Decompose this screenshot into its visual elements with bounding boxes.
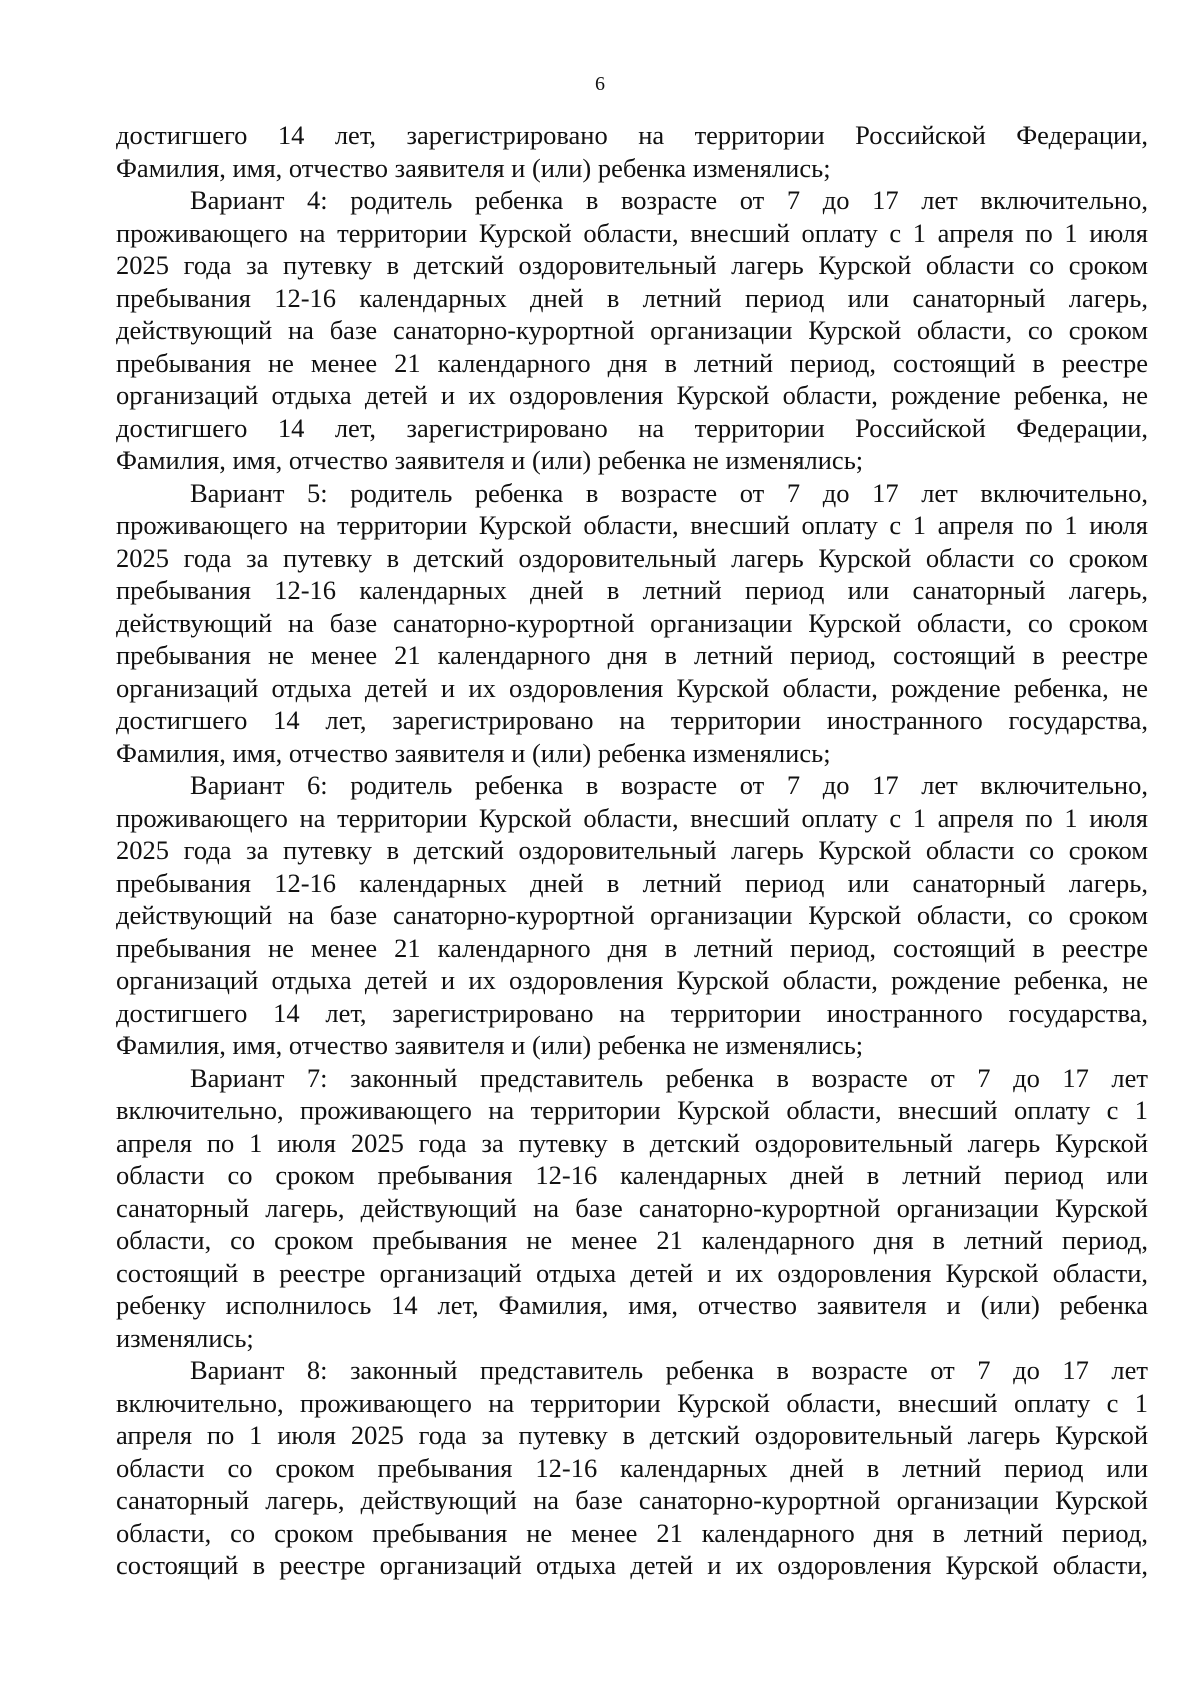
page-number: 6 bbox=[595, 73, 605, 95]
text-line: Фамилия, имя, отчество заявителя и (или) ребенка не изменялись; bbox=[116, 445, 864, 475]
text-line: апреля по 1 июля 2025 года за путевку в детский оздоровительный лагерь Курской bbox=[116, 1127, 1148, 1158]
text-line: пребывания 12-16 календарных дней в летний период или санаторный лагерь, bbox=[116, 867, 1148, 898]
text-line: достигшего 14 лет, зарегистрировано на территории иностранного государства, bbox=[116, 705, 1148, 735]
text-line: апреля по 1 июля 2025 года за путевку в детский оздоровительный лагерь Курской bbox=[116, 1420, 1148, 1450]
document-body bbox=[116, 119, 1148, 1582]
text-line: 2025 года за путевку в детский оздоровительный лагерь Курской области со сроком bbox=[116, 835, 1148, 865]
text-line: пребывания не менее 21 календарного дня в летний период, состоящий в реестре bbox=[116, 347, 1148, 378]
text-line: действующий на базе санаторно-курортной организации Курской области, со сроком bbox=[116, 315, 1148, 345]
paragraph-first-line: Вариант 5: родитель ребенка в возрасте от 7 до 17 лет включительно, bbox=[190, 477, 1148, 508]
text-line: проживающего на территории Курской области, внесший оплату с 1 апреля по 1 июля bbox=[116, 217, 1148, 248]
text-line: 2025 года за путевку в детский оздоровительный лагерь Курской области со сроком bbox=[116, 250, 1148, 280]
text-line: проживающего на территории Курской области, внесший оплату с 1 апреля по 1 июля bbox=[116, 510, 1148, 540]
text-line: пребывания не менее 21 календарного дня в летний период, состоящий в реестре bbox=[116, 640, 1148, 670]
paragraph-first-line: Вариант 4: родитель ребенка в возрасте от 7 до 17 лет включительно, bbox=[190, 185, 1148, 215]
text-line: достигшего 14 лет, зарегистрировано на территории иностранного государства, bbox=[116, 997, 1148, 1028]
text-line: проживающего на территории Курской области, внесший оплату с 1 апреля по 1 июля bbox=[116, 802, 1148, 833]
text-line: ребенку исполнилось 14 лет, Фамилия, имя, отчество заявителя и (или) ребенка bbox=[116, 1290, 1148, 1320]
text-line: организаций отдыха детей и их оздоровления Курской области, рождение ребенка, не bbox=[116, 965, 1148, 995]
text-line: санаторный лагерь, действующий на базе санаторно-курортной организации Курской bbox=[116, 1192, 1148, 1223]
text-line: области, со сроком пребывания не менее 21 календарного дня в летний период, bbox=[116, 1517, 1148, 1548]
text-line: Фамилия, имя, отчество заявителя и (или) ребенка изменялись; bbox=[116, 737, 831, 768]
text-line: включительно, проживающего на территории Курской области, внесший оплату с 1 bbox=[116, 1387, 1148, 1418]
text-line: достигшего 14 лет, зарегистрировано на территории Российской Федерации, bbox=[116, 412, 1148, 443]
text-line: пребывания 12-16 календарных дней в летний период или санаторный лагерь, bbox=[116, 282, 1148, 313]
text-line: области со сроком пребывания 12-16 календарных дней в летний период или bbox=[116, 1452, 1148, 1483]
text-line: достигшего 14 лет, зарегистрировано на территории Российской Федерации, bbox=[116, 120, 1148, 150]
text-line: области со сроком пребывания 12-16 календарных дней в летний период или bbox=[116, 1160, 1148, 1190]
text-line: организаций отдыха детей и их оздоровления Курской области, рождение ребенка, не bbox=[116, 672, 1148, 703]
text-line: действующий на базе санаторно-курортной организации Курской области, со сроком bbox=[116, 900, 1148, 930]
text-line: 2025 года за путевку в детский оздоровительный лагерь Курской области со сроком bbox=[116, 542, 1148, 573]
paragraph-first-line: Вариант 6: родитель ребенка в возрасте от 7 до 17 лет включительно, bbox=[190, 770, 1148, 800]
text-line: включительно, проживающего на территории Курской области, внесший оплату с 1 bbox=[116, 1095, 1148, 1125]
paragraph-first-line: Вариант 8: законный представитель ребенка в возрасте от 7 до 17 лет bbox=[190, 1355, 1148, 1385]
text-line: области, со сроком пребывания не менее 21 календарного дня в летний период, bbox=[116, 1225, 1148, 1255]
text-line: Фамилия, имя, отчество заявителя и (или) ребенка изменялись; bbox=[116, 152, 831, 183]
text-line: состоящий в реестре организаций отдыха детей и их оздоровления Курской области, bbox=[116, 1257, 1148, 1288]
text-line: организаций отдыха детей и их оздоровления Курской области, рождение ребенка, не bbox=[116, 380, 1148, 410]
text-line: пребывания 12-16 календарных дней в летний период или санаторный лагерь, bbox=[116, 575, 1148, 605]
text-line: Фамилия, имя, отчество заявителя и (или) ребенка не изменялись; bbox=[116, 1030, 864, 1060]
paragraph-first-line: Вариант 7: законный представитель ребенка в возрасте от 7 до 17 лет bbox=[190, 1062, 1148, 1093]
text-line: санаторный лагерь, действующий на базе санаторно-курортной организации Курской bbox=[116, 1485, 1148, 1515]
text-line: пребывания не менее 21 календарного дня в летний период, состоящий в реестре bbox=[116, 932, 1148, 963]
text-line: состоящий в реестре организаций отдыха детей и их оздоровления Курской области, bbox=[116, 1550, 1148, 1580]
text-line: действующий на базе санаторно-курортной организации Курской области, со сроком bbox=[116, 607, 1148, 638]
text-line: изменялись; bbox=[116, 1322, 254, 1353]
